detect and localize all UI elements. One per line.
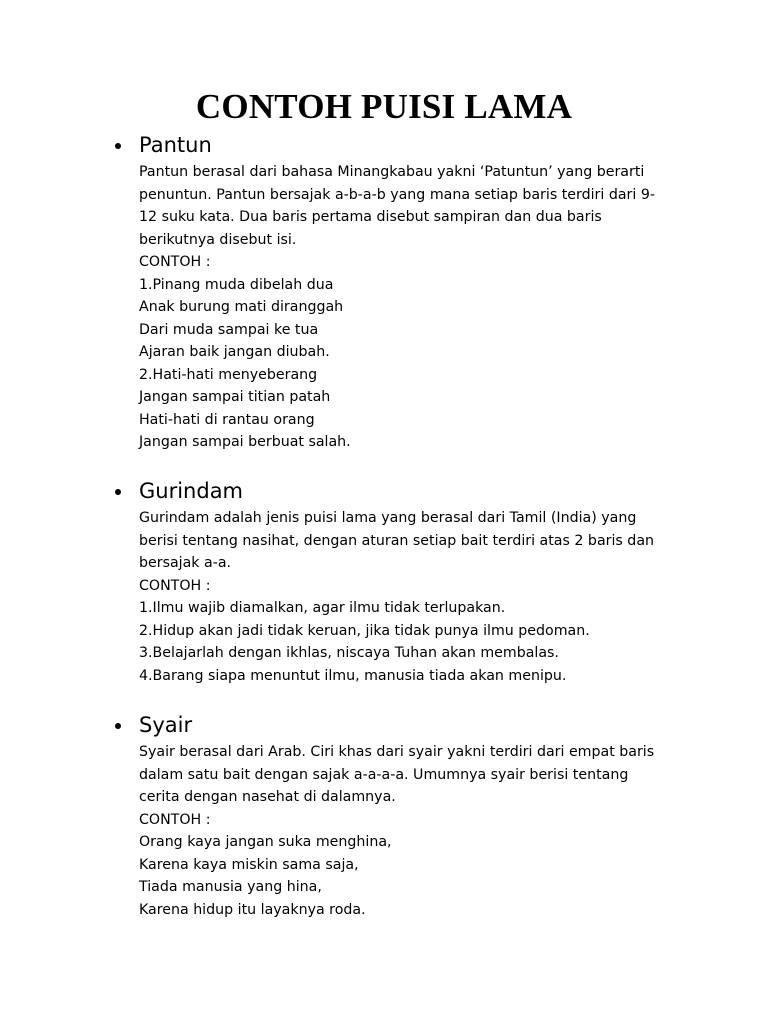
- verse-line: Karena kaya miskin sama saja,: [139, 856, 359, 873]
- bullet-icon: [115, 143, 121, 149]
- example-label: CONTOH :: [139, 577, 211, 594]
- section-heading-row: [0, 711, 768, 741]
- section-heading-row: [0, 131, 768, 161]
- document-title: CONTOH PUISI LAMA: [195, 87, 573, 126]
- verse-line: 2.Hati-hati menyeberang: [139, 366, 318, 383]
- example-label: CONTOH :: [139, 811, 211, 828]
- section-heading: Gurindam: [139, 479, 244, 503]
- verse-line: Hati-hati di rantau orang: [139, 411, 315, 428]
- verse-line: 1.Ilmu wajib diamalkan, agar ilmu tidak terlupakan.: [139, 600, 506, 616]
- verse-line: Dari muda sampai ke tua: [139, 321, 319, 338]
- section-syair: [0, 711, 768, 918]
- verse-line: Ajaran baik jangan diubah.: [139, 344, 330, 360]
- paragraph-line: penuntun. Pantun bersajak a-b-a-b yang mana setiap baris terdiri dari 9-: [139, 186, 655, 203]
- paragraph-line: Gurindam adalah jenis puisi lama yang berasal dari Tamil (India) yang: [139, 510, 637, 526]
- verse-line: Jangan sampai titian patah: [139, 389, 331, 405]
- verse-line: Orang kaya jangan suka menghina,: [139, 834, 392, 850]
- section-body: [139, 507, 699, 687]
- verse-line: Karena hidup itu layaknya roda.: [139, 901, 366, 918]
- verse-line: Tiada manusia yang hina,: [139, 879, 322, 895]
- bullet-icon: [115, 489, 121, 495]
- paragraph-line: berisi tentang nasihat, dengan aturan setiap bait terdiri atas 2 baris dan: [139, 532, 655, 549]
- paragraph-line: dalam satu bait dengan sajak a-a-a-a. Umumnya syair berisi tentang: [139, 766, 629, 783]
- verse-line: 3.Belajarlah dengan ikhlas, niscaya Tuhan akan membalas.: [139, 645, 559, 661]
- verse-line: 1.Pinang muda dibelah dua: [139, 276, 334, 293]
- paragraph-line: Pantun berasal dari bahasa Minangkabau yakni ‘Patuntun’ yang berarti: [139, 164, 645, 180]
- paragraph-line: cerita dengan nasehat di dalamnya.: [139, 789, 396, 805]
- bullet-icon: [115, 723, 121, 729]
- section-pantun: [0, 131, 768, 450]
- section-heading: Pantun: [139, 133, 212, 157]
- paragraph-line: bersajak a-a.: [139, 555, 232, 571]
- example-label: CONTOH :: [139, 254, 211, 270]
- paragraph-line: 12 suku kata. Dua baris pertama disebut sampiran dan dua baris: [139, 209, 602, 225]
- section-heading: Syair: [139, 713, 193, 737]
- section-body: [139, 741, 699, 921]
- paragraph-line: berikutnya disebut isi.: [139, 231, 297, 248]
- section-heading-row: [0, 477, 768, 507]
- section-body: [139, 161, 699, 454]
- verse-line: Jangan sampai berbuat salah.: [139, 434, 351, 450]
- paragraph-line: Syair berasal dari Arab. Ciri khas dari syair yakni terdiri dari empat baris: [139, 744, 655, 760]
- verse-line: Anak burung mati diranggah: [139, 299, 344, 315]
- section-gurindam: [0, 477, 768, 684]
- verse-line: 2.Hidup akan jadi tidak keruan, jika tidak punya ilmu pedoman.: [139, 622, 590, 639]
- verse-line: 4.Barang siapa menuntut ilmu, manusia tiada akan menipu.: [139, 667, 567, 684]
